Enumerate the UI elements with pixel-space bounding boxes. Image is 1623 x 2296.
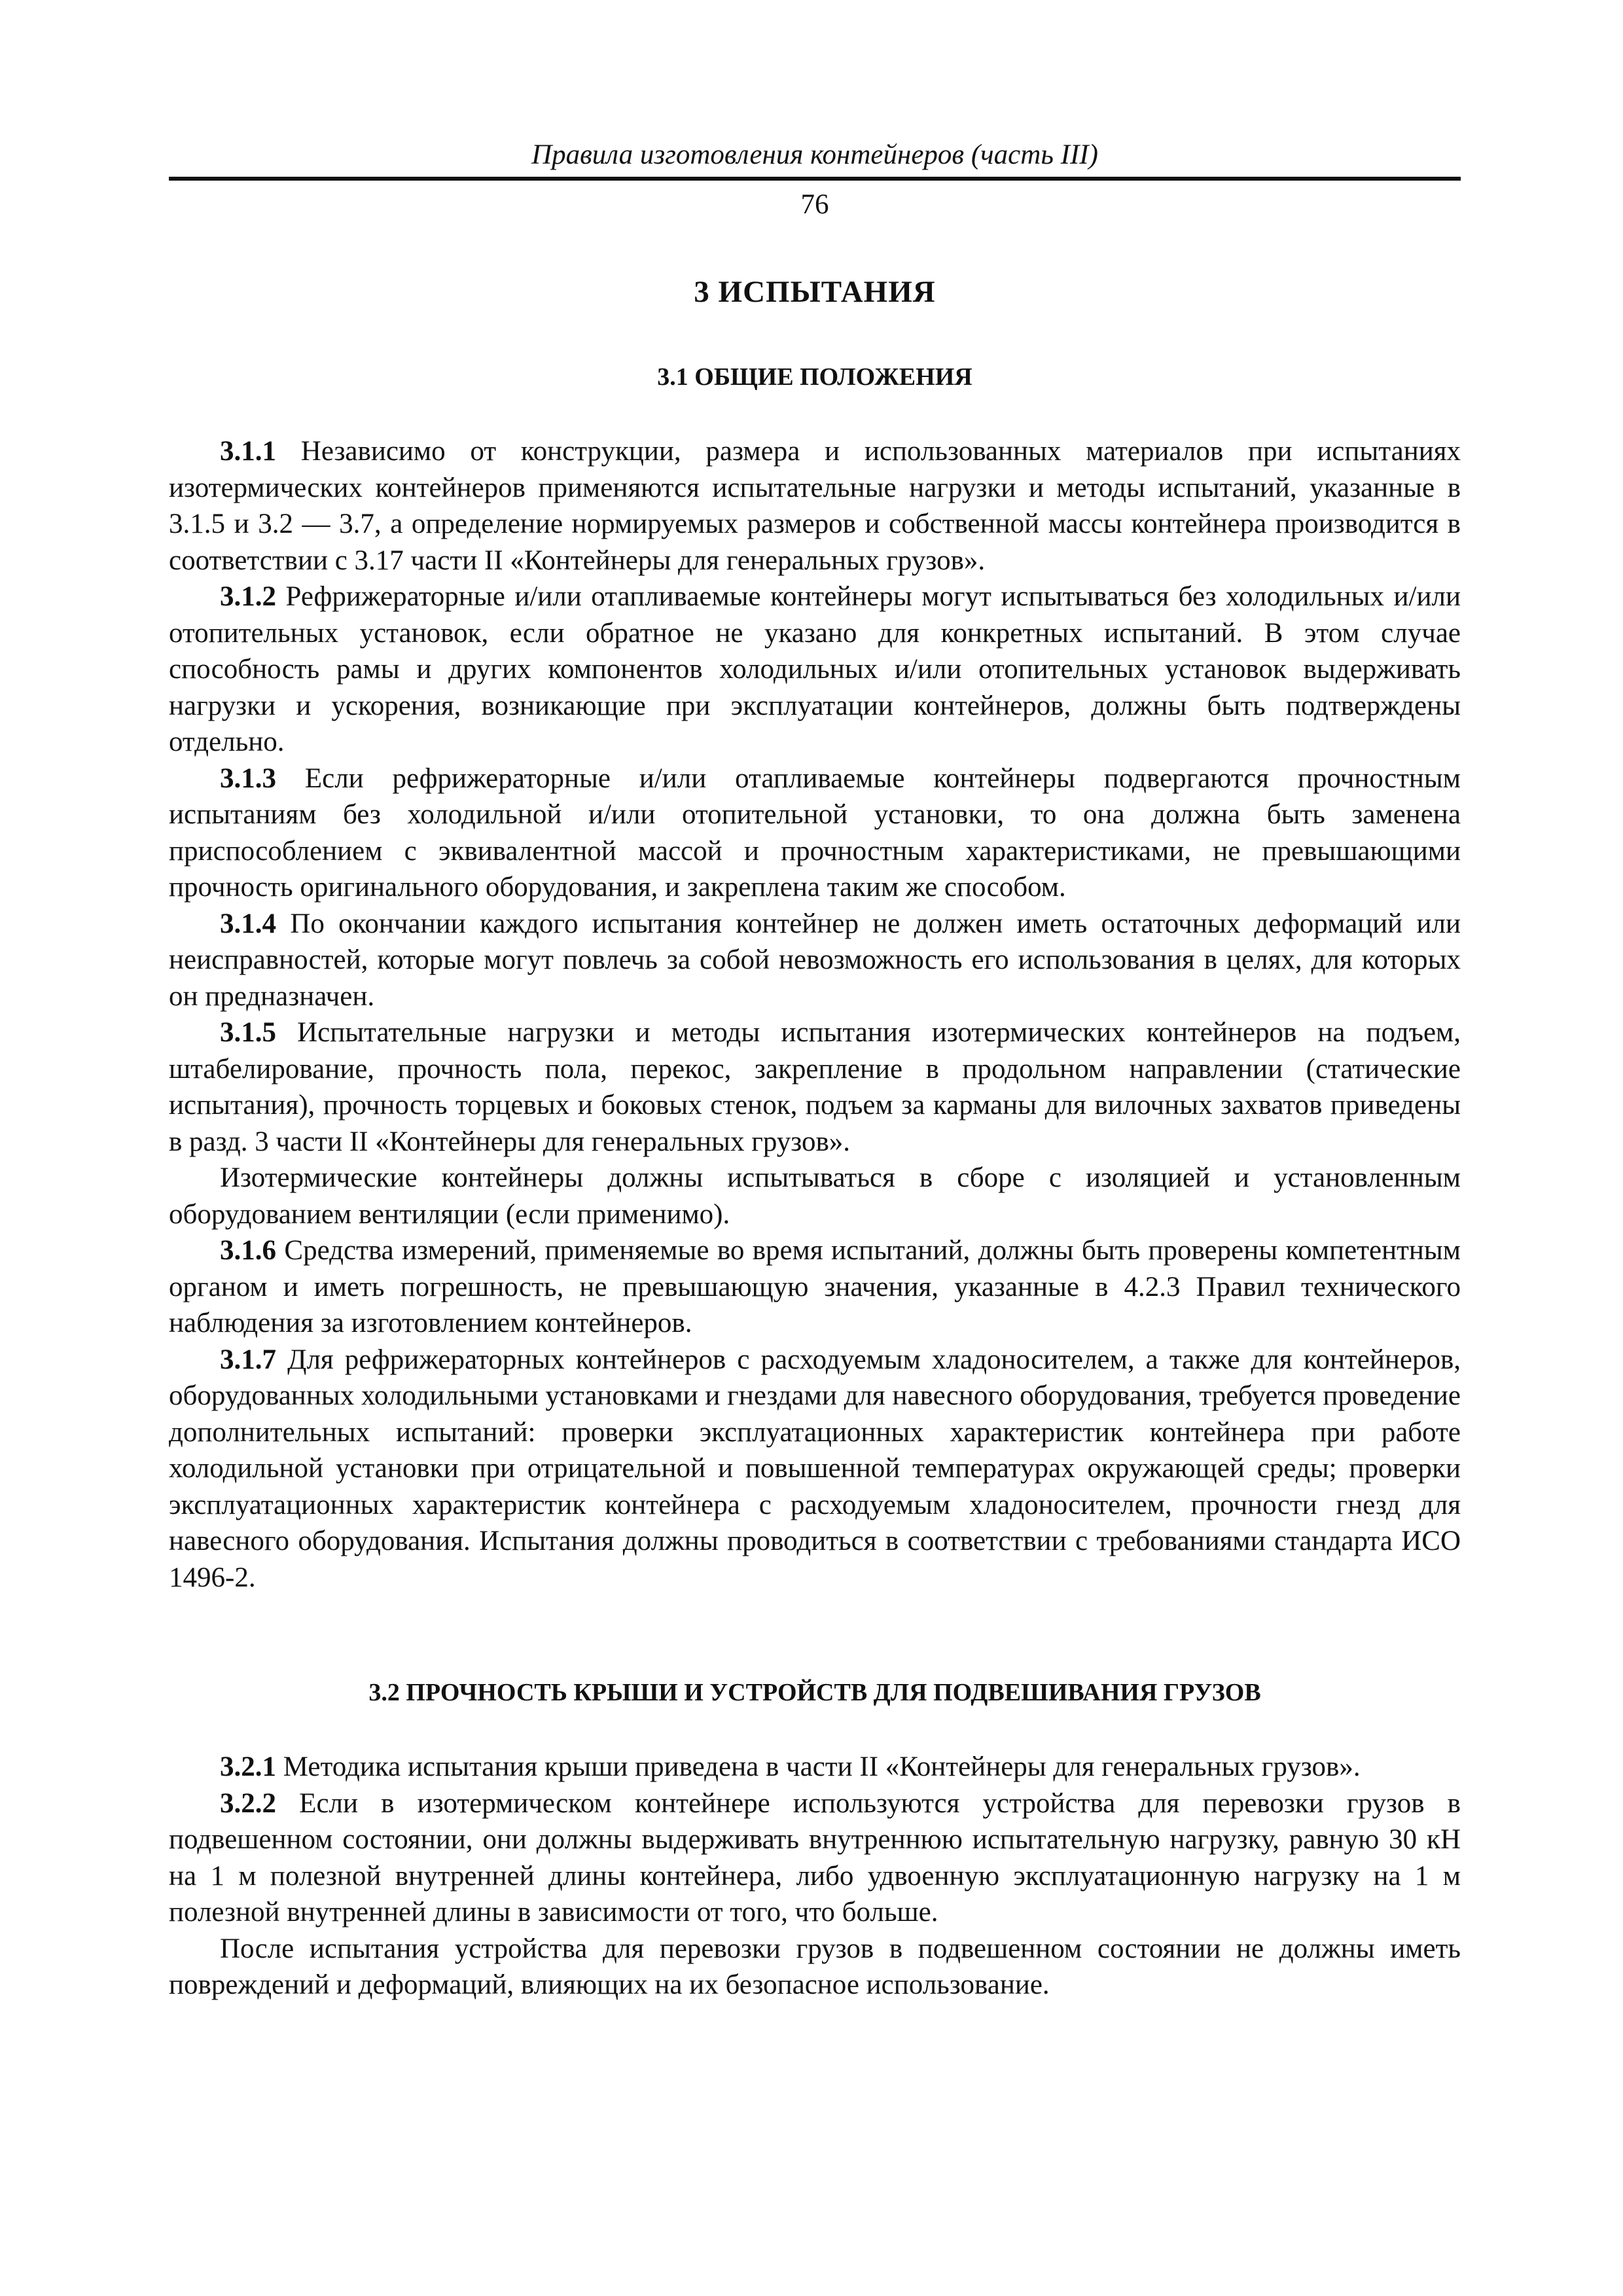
paragraph-3-1-2 [169, 579, 1461, 761]
clause-number: 3.1.2 [220, 581, 276, 612]
paragraph-3-2-1 [169, 1749, 1461, 1785]
paragraph-3-1-3 [169, 761, 1461, 906]
paragraph-text: Независимо от конструкции, размера и использованных материалов при испытаниях изотермических контейнеров применяются испытательные нагрузки и методы испытаний, указанные в 3.1.5 и 3.2 — 3.7, а определение нормируемых размеров и собственной массы контейнера производится в соответствии с 3.17 части II «Контейнеры для генеральных грузов». [169, 436, 1461, 576]
paragraph-text: Для рефрижераторных контейнеров с расходуемым хладоносителем, а также для контейнеров, оборудованных холодильными установками и гнездами для навесного оборудования, требуется проведение дополнительных испытаний: проверки эксплуатационных характеристик контейнера при работе холодильной установки при отрицательной и повышенной температурах окружающей среды; проверки эксплуатационных характеристик контейнера с расходуемым хладоносителем, прочности гнезд для навесного оборудования. Испытания должны проводиться в соответствии с требованиями стандарта ИСО 1496-2. [169, 1344, 1461, 1593]
paragraph-3-1-1 [169, 433, 1461, 579]
clause-number: 3.2.1 [220, 1751, 276, 1782]
paragraph-3-1-5 [169, 1014, 1461, 1160]
paragraph-3-1-7 [169, 1342, 1461, 1596]
clause-number: 3.1.4 [220, 908, 276, 939]
paragraph-3-2-2-continued [169, 1931, 1461, 2003]
paragraph-text: Средства измерений, применяемые во время испытаний, должны быть проверены компетентным органом и иметь погрешность, не превышающую значения, указанные в 4.2.3 Правил технического наблюдения за изготовлением контейнеров. [169, 1235, 1461, 1338]
section-title-3-2: 3.2 ПРОЧНОСТЬ КРЫШИ И УСТРОЙСТВ ДЛЯ ПОДВЕШИВАНИЯ ГРУЗОВ [368, 1679, 1261, 1706]
clause-number: 3.1.3 [220, 762, 276, 794]
paragraph-3-1-5-continued [169, 1160, 1461, 1232]
section-title-3-1: 3.1 ОБЩИЕ ПОЛОЖЕНИЯ [657, 363, 972, 391]
paragraph-3-1-6 [169, 1232, 1461, 1342]
chapter-title: 3 ИСПЫТАНИЯ [694, 275, 936, 309]
paragraph-3-2-2 [169, 1785, 1461, 1931]
clause-number: 3.2.2 [220, 1787, 276, 1819]
document-page [169, 131, 1461, 2003]
running-header: Правила изготовления контейнеров (часть III) [531, 139, 1098, 170]
clause-number: 3.1.1 [220, 436, 276, 467]
section-body-3-1 [169, 433, 1461, 1596]
paragraph-text: Испытательные нагрузки и методы испытания изотермических контейнеров на подъем, штабелирование, прочность пола, перекос, закрепление в продольном направлении (статические испытания), прочность торцевых и боковых стенок, подъем за карманы для вилочных захватов приведены в разд. 3 части II «Контейнеры для генеральных грузов». [169, 1017, 1461, 1157]
paragraph-text: Если рефрижераторные и/или отапливаемые контейнеры подвергаются прочностным испытаниям без холодильной и/или отопительной установки, то она должна быть заменена приспособлением с эквивалентной массой и прочностным характеристиками, не превышающими прочность оригинального оборудования, и закреплена таким же способом. [169, 762, 1461, 903]
header-rule [169, 177, 1461, 181]
clause-number: 3.1.5 [220, 1017, 276, 1048]
paragraph-text: После испытания устройства для перевозки грузов в подвешенном состоянии не должны иметь повреждений и деформаций, влияющих на их безопасное использование. [169, 1933, 1461, 2000]
clause-number: 3.1.7 [220, 1344, 276, 1375]
clause-number: 3.1.6 [220, 1235, 276, 1266]
paragraph-text: Изотермические контейнеры должны испытываться в сборе с изоляцией и установленным оборудованием вентиляции (если применимо). [169, 1162, 1461, 1230]
paragraph-3-1-4 [169, 906, 1461, 1015]
section-body-3-2 [169, 1749, 1461, 2003]
paragraph-text: Если в изотермическом контейнере используются устройства для перевозки грузов в подвешенном состоянии, они должны выдерживать внутреннюю испытательную нагрузку, равную 30 кН на 1 м полезной внутренней длины контейнера, либо удвоенную эксплуатационную нагрузку на 1 м полезной внутренней длины в зависимости от того, что больше. [169, 1787, 1461, 1928]
paragraph-text: Рефрижераторные и/или отапливаемые контейнеры могут испытываться без холодильных и/или отопительных установок, если обратное не указано для конкретных испытаний. В этом случае способность рамы и других компонентов холодильных и/или отопительных установок выдерживать нагрузки и ускорения, возникающие при эксплуатации контейнеров, должны быть подтверждены отдельно. [169, 581, 1461, 757]
paragraph-text: По окончании каждого испытания контейнер не должен иметь остаточных деформаций или неисправностей, которые могут повлечь за собой невозможность его использования в целях, для которых он предназначен. [169, 908, 1461, 1012]
paragraph-text: Методика испытания крыши приведена в части II «Контейнеры для генеральных грузов». [276, 1751, 1361, 1782]
page-number: 76 [800, 189, 829, 220]
